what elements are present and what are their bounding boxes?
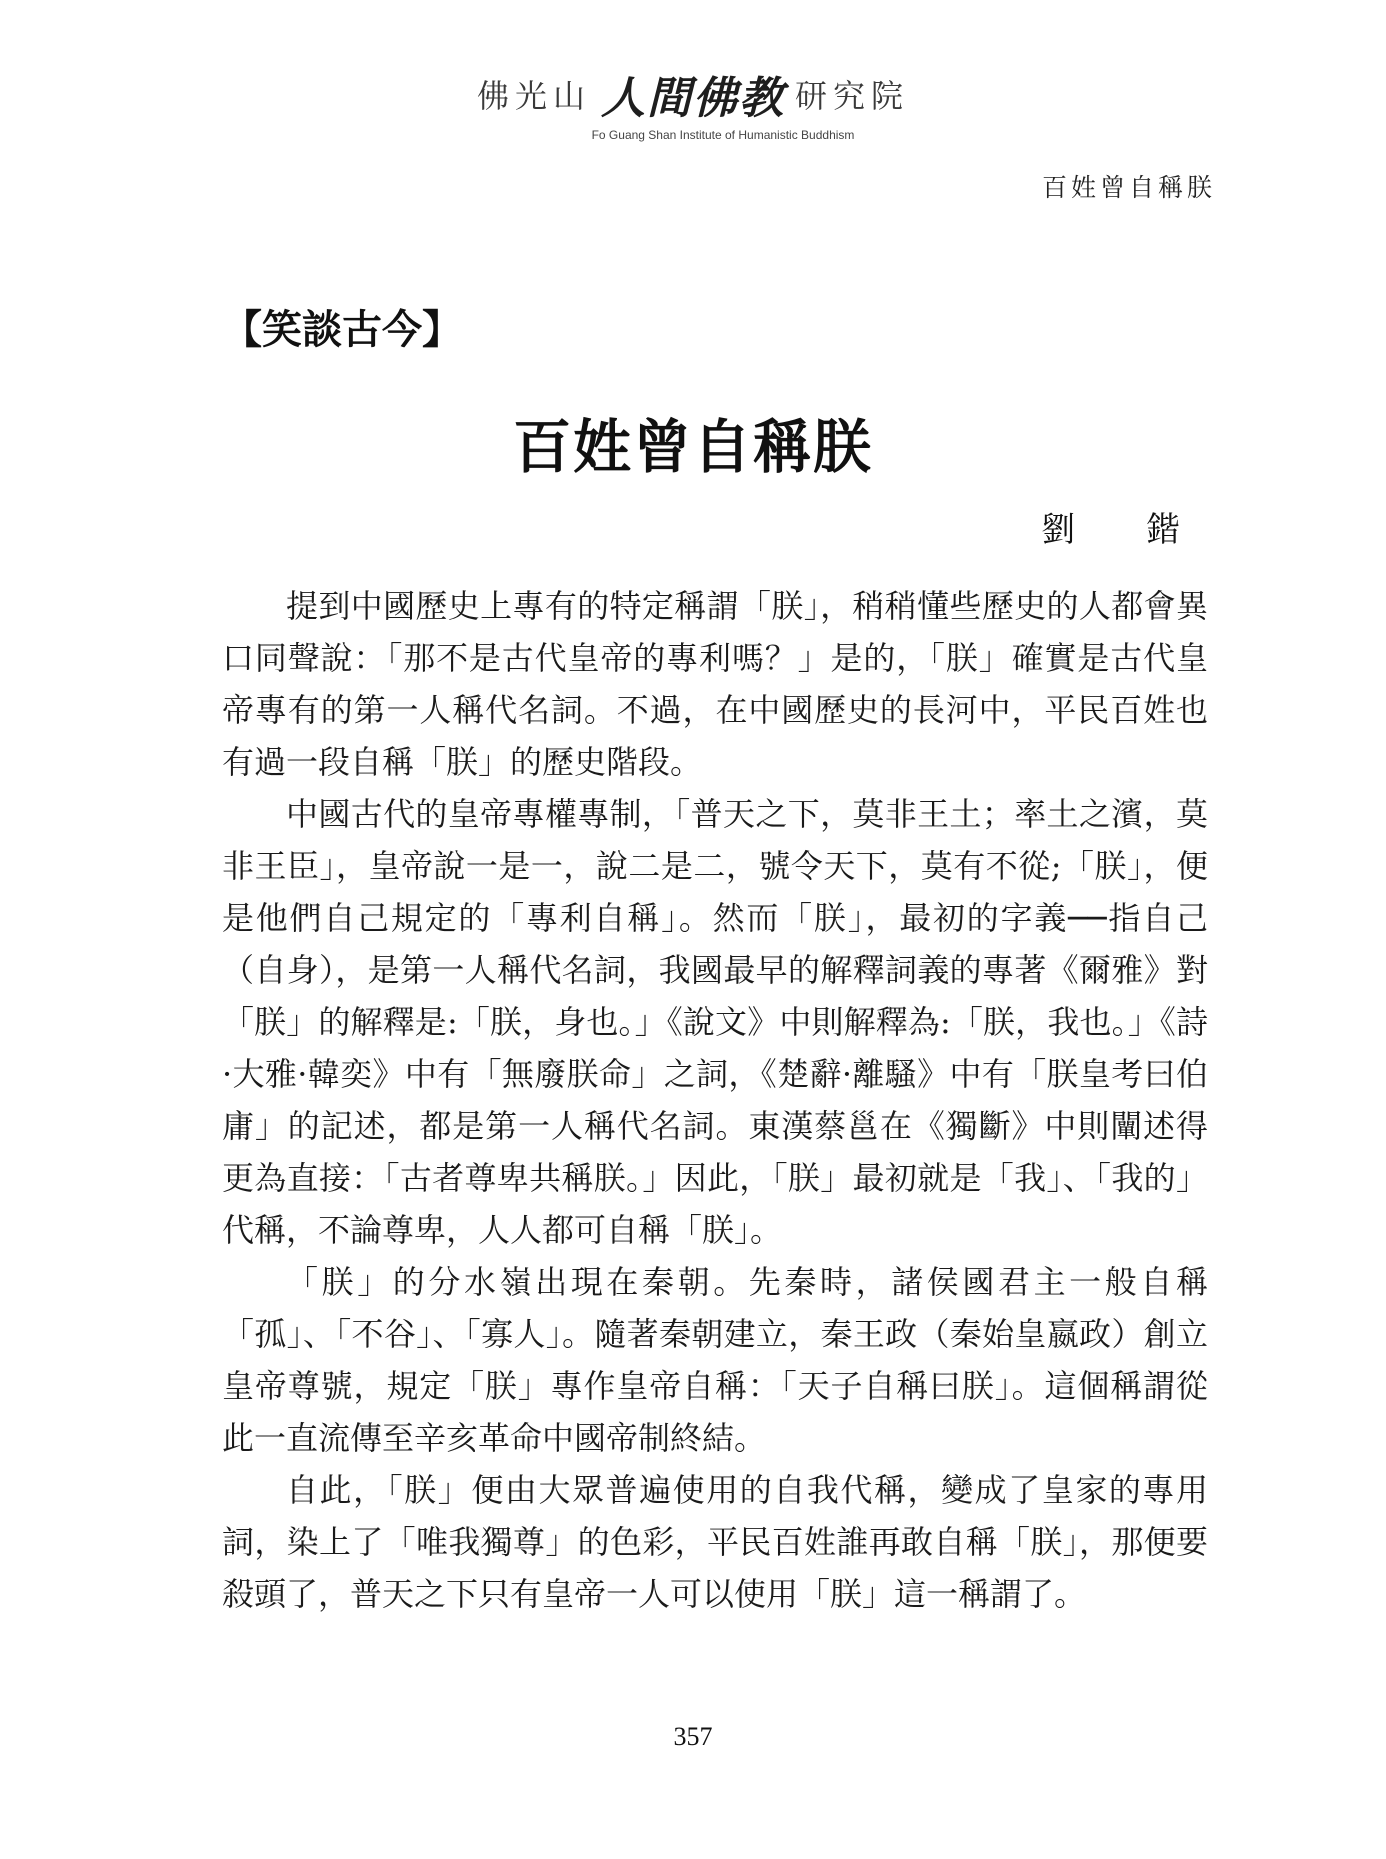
paragraph: 「朕」的分水嶺出現在秦朝。先秦時，諸侯國君主一般自稱「孤」、「不谷」、「寡人」。隨著秦朝建立，秦王政（秦始皇嬴政）創立皇帝尊號，規定「朕」專作皇帝自稱：「天子自稱曰朕」。這個稱謂從此一直流傳至辛亥革命中國帝制終結。 <box>222 1263 1208 1457</box>
logo-english-subtitle: Fo Guang Shan Institute of Humanistic Buddhism <box>591 128 855 142</box>
institute-logo <box>0 62 1386 142</box>
article-title: 百姓曾自稱朕 <box>512 413 873 481</box>
logo-wordmark <box>477 62 909 126</box>
paragraph: 提到中國歷史上專有的特定稱謂「朕」，稍稍懂些歷史的人都會異口同聲說：「那不是古代皇帝的專利嗎？」是的，「朕」確實是古代皇帝專有的第一人稱代名詞。不過，在中國歷史的長河中，平民百姓也有過一段自稱「朕」的歷史階段。 <box>222 587 1208 781</box>
paragraph: 自此，「朕」便由大眾普遍使用的自我代稱，變成了皇家的專用詞，染上了「唯我獨尊」的色彩，平民百姓誰再敢自稱「朕」，那便要殺頭了，普天之下只有皇帝一人可以使用「朕」這一稱謂了。 <box>222 1471 1208 1613</box>
column-tag: 【笑談古今】 <box>222 306 462 353</box>
logo-calligraphy: 人間佛教 <box>601 73 785 124</box>
logo-org-right: 研究院 <box>795 77 910 115</box>
article-body <box>222 580 1208 1620</box>
logo-org-left: 佛光山 <box>476 77 591 115</box>
paragraph: 中國古代的皇帝專權專制，「普天之下，莫非王土；率土之濱，莫非王臣」，皇帝說一是一，說二是二，號令天下，莫有不從;「朕」，便是他們自己規定的「專利自稱」。然而「朕」，最初的字義──指自己（自身），是第一人稱代名詞，我國最早的解釋詞義的專著《爾雅》對「朕」的解釋是:「朕，身也。」《說文》中則解釋為:「朕，我也。」《詩·大雅·韓奕》中有「無廢朕命」之詞，《楚辭·離騷》中有「朕皇考曰伯庸」的記述，都是第一人稱代名詞。東漢蔡邕在《獨斷》中則闡述得更為直接：「古者尊卑共稱朕。」因此，「朕」最初就是「我」、「我的」代稱，不論尊卑，人人都可自稱「朕」。 <box>222 795 1208 1249</box>
author-name: 劉 鍇 <box>1041 510 1210 550</box>
running-header-title: 百姓曾自稱朕 <box>1041 173 1216 202</box>
page-number: 357 <box>673 1722 713 1751</box>
